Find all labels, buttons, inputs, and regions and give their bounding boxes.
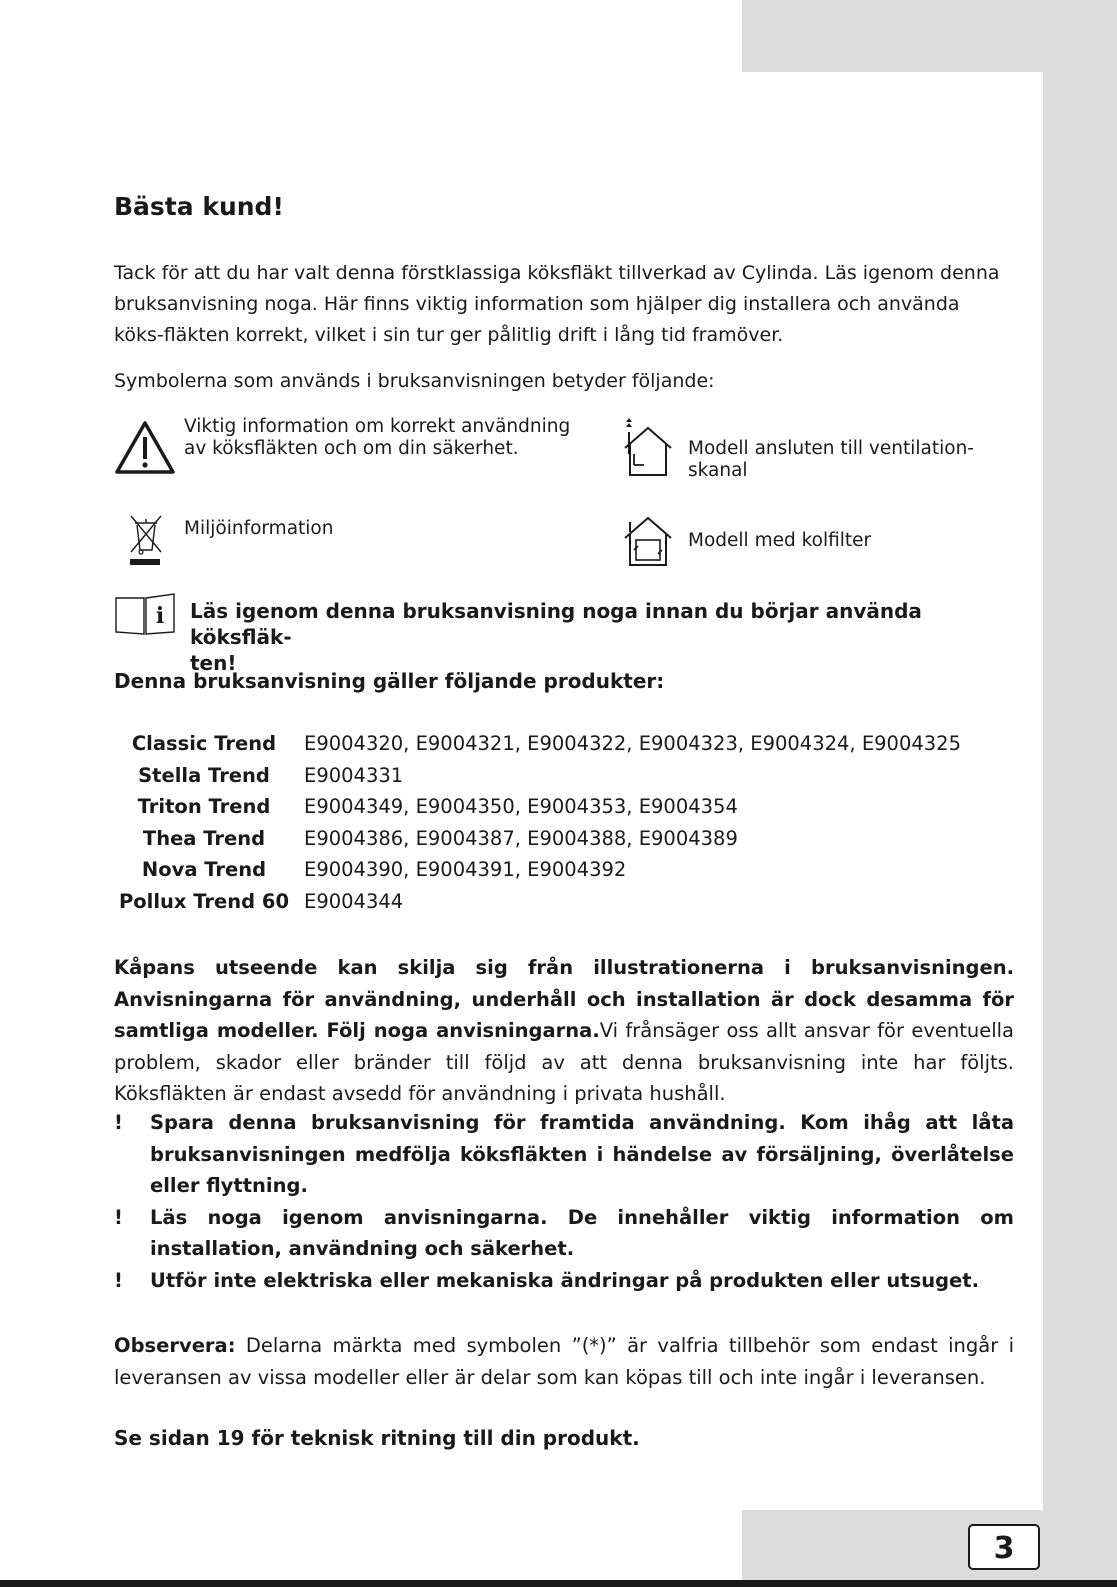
technical-drawing-reference: Se sidan 19 för teknisk ritning till din produkt. (114, 1426, 640, 1450)
crossed-bin-icon (126, 512, 166, 568)
info-book-icon (114, 592, 178, 638)
bottom-rule (0, 1580, 1117, 1587)
warning-line-1: Viktig information om korrekt användning (184, 416, 571, 437)
observe-label: Observera: (114, 1334, 236, 1357)
product-codes: E9004349, E9004350, E9004353, E9004354 (304, 795, 738, 818)
product-row (114, 791, 961, 823)
svg-text:i: i (155, 603, 165, 629)
product-table (114, 728, 961, 917)
appearance-notice-text: Vi frånsäger oss allt ansvar för eventuella problem, skador eller bränder till följd av att denna bruksanvisning inte har följts. Köksfläkten är endast avsedd för användning i privata hushåll. (114, 1019, 1014, 1105)
product-name: Pollux Trend 60 (118, 889, 290, 913)
product-codes: E9004390, E9004391, E9004392 (304, 858, 627, 881)
product-row (114, 728, 961, 760)
warning-triangle-icon (114, 420, 176, 476)
intro-paragraph: Tack för att du har valt denna förstklassiga köksfläkt tillverkad av Cylinda. Läs igenom denna bruksanvisning noga. Här finns viktig information som hjälper dig installera och använda köks-fläkten korrekt, vilket i sin tur ger pålitlig drift i lång tid framöver. (114, 262, 1000, 346)
safety-bullets (114, 1107, 1014, 1296)
ducted-line-1: Modell ansluten till ventilation- (688, 438, 974, 459)
product-name: Classic Trend (131, 732, 277, 755)
product-name: Triton Trend (137, 795, 271, 818)
read-manual-line-2: ten! (190, 651, 237, 675)
exclamation-bullet: ! (114, 1205, 123, 1229)
product-name: Thea Trend (142, 826, 266, 850)
page-corner-shade-bottom (742, 1510, 1117, 1587)
charcoal-filter-icon (620, 514, 676, 570)
appearance-notice (114, 952, 1014, 1110)
warning-symbol-description (184, 416, 570, 460)
symbols-intro: Symbolerna som används i bruksanvisningen betyder följande: (114, 370, 715, 392)
bullet-text: Utför inte elektriska eller mekaniska ändringar på produkten eller utsuget. (150, 1268, 980, 1292)
ducted-symbol-description (688, 438, 974, 482)
exclamation-bullet: ! (114, 1268, 123, 1292)
product-codes: E9004331 (304, 763, 404, 787)
product-codes: E9004386, E9004387, E9004388, E9004389 (304, 826, 738, 850)
product-name: Stella Trend (138, 763, 270, 787)
product-row (114, 760, 961, 792)
observe-note (114, 1330, 1014, 1393)
observe-text: Delarna märkta med symbolen ”(*)” är valfria tillbehör som endast ingår i leveransen av vissa modeller eller är delar som kan köpas till och inte ingår i leveransen. (114, 1334, 1014, 1389)
page-number: 3 (968, 1524, 1040, 1570)
product-row (114, 854, 961, 886)
product-name: Nova Trend (141, 858, 267, 881)
page-title: Bästa kund! (114, 192, 284, 221)
product-codes: E9004320, E9004321, E9004322, E9004323, E9004324, E9004325 (304, 732, 961, 755)
read-manual-notice (190, 598, 1010, 676)
product-row (114, 886, 961, 918)
appearance-notice-bold: Kåpans utseende kan skilja sig från illustrationerna i bruksanvisningen. Anvisningarna för användning, underhåll och installation är dock desamma för samtliga modeller. Följ noga anvisningarna. (114, 956, 1014, 1042)
bullet-item (114, 1202, 1014, 1265)
bullet-item (114, 1265, 1014, 1297)
product-codes: E9004344 (304, 889, 404, 913)
bullet-text: Läs noga igenom anvisningarna. De innehåller viktig information om installation, användning och säkerhet. (150, 1205, 1014, 1260)
ducted-line-2: skanal (688, 460, 748, 481)
exclamation-bullet: ! (114, 1111, 123, 1134)
page-margin-shade (1043, 72, 1117, 1512)
warning-line-2: av köksfläkten och om din säkerhet. (184, 438, 519, 459)
products-heading: Denna bruksanvisning gäller följande produkter: (114, 669, 665, 693)
product-row (114, 823, 961, 855)
page-corner-shade-top (742, 0, 1117, 72)
charcoal-symbol-description: Modell med kolfilter (688, 530, 872, 551)
environment-symbol-description: Miljöinformation (184, 518, 334, 539)
bullet-item (114, 1107, 1014, 1202)
bullet-text: Spara denna bruksanvisning för framtida användning. Kom ihåg att låta bruksanvisningen medfölja köksfläkten i händelse av försäljning, överlåtelse eller flyttning. (150, 1111, 1014, 1197)
read-manual-line-1: Läs igenom denna bruksanvisning noga innan du börjar använda köksfläk- (190, 599, 922, 649)
ducted-house-icon (620, 418, 676, 480)
